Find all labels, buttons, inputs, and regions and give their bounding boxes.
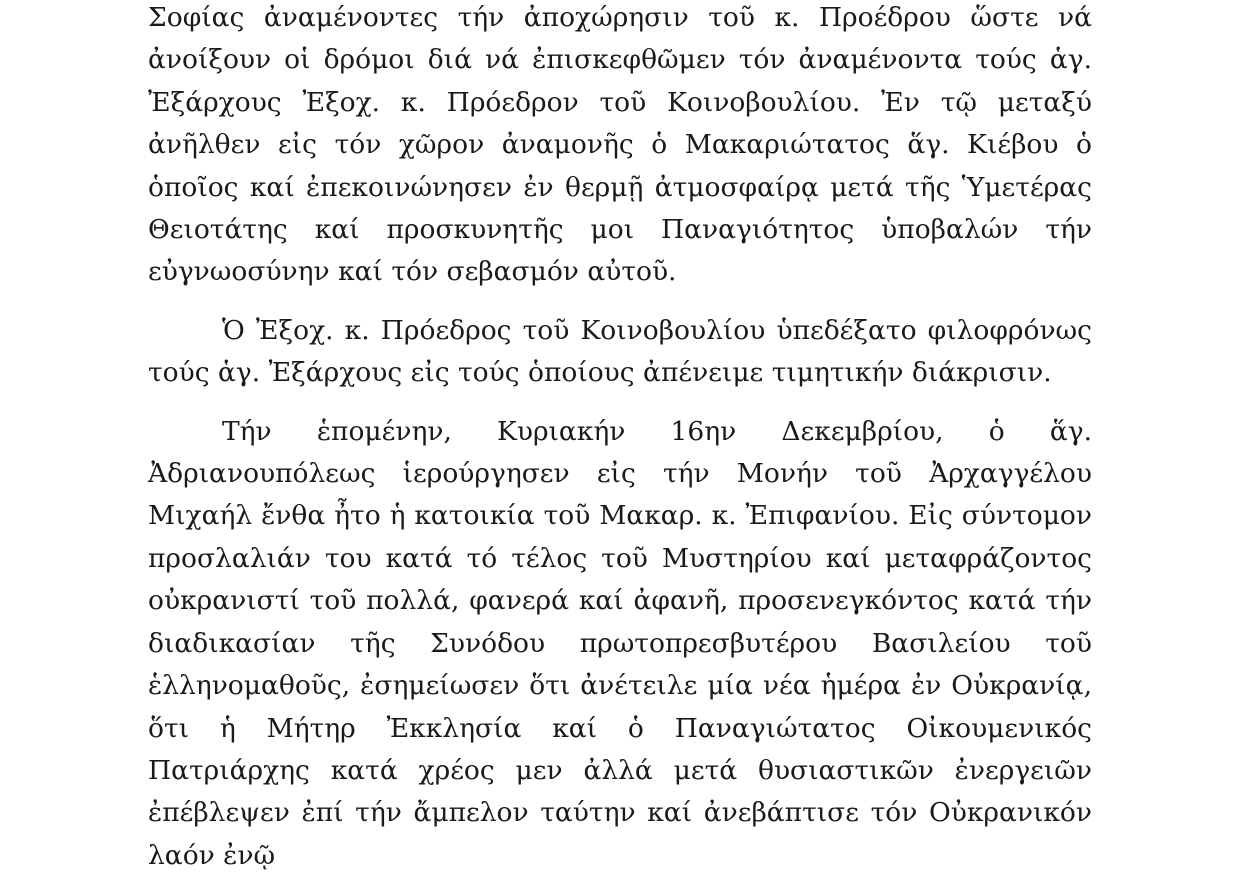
document-page — [148, 0, 1092, 877]
paragraph-2: Ὁ Ἐξοχ. κ. Πρόεδρος τοῦ Κοινοβουλίου ὑπεδέξατο φιλοφρόνως τούς ἁγ. Ἐξάρχους εἰς τούς ὁποίους ἀπένειμε τιμητικήν διάκρισιν. — [148, 314, 1092, 389]
paragraph-1: Σοφίας ἀναμένοντες τήν ἀποχώρησιν τοῦ κ. Προέδρου ὥστε νά ἀνοίξουν οἱ δρόμοι διά νά ἐπισκεφθῶμεν τόν ἀναμένοντα τούς ἁγ. Ἐξάρχους Ἐξοχ. κ. Πρόεδρον τοῦ Κοινοβουλίου. Ἐν τῷ μεταξύ ἀνῆλθεν εἰς τόν χῶρον ἀναμονῆς ὁ Μακαριώτατος ἅγ. Κιέβου ὁ ὁποῖος καί ἐπεκοινώνησεν ἐν θερμῇ ἀτμοσφαίρᾳ μετά τῆς Ὑμετέρας Θειοτάτης καί προσκυνητῆς μοι Παναγιότητος ὑποβαλών τήν εὐγνωοσύνην καί τόν σεβασμόν αὐτοῦ. — [148, 2, 1092, 288]
paragraph-3: Τήν ἑπομένην, Κυριακήν 16ην Δεκεμβρίου, ὁ ἅγ. Ἀδριανουπόλεως ἱερούργησεν εἰς τήν Μονήν τοῦ Ἀρχαγγέλου Μιχαήλ ἔνθα ἦτο ἡ κατοικία τοῦ Μακαρ. κ. Ἐπιφανίου. Εἰς σύντομον προσλαλιάν του κατά τό τέλος τοῦ Μυστηρίου καί μεταφράζοντος οὐκρανιστί τοῦ πολλά, φανερά καί ἀφανῆ, προσενεγκόντος κατά τήν διαδικασίαν τῆς Συνόδου πρωτοπρεσβυτέρου Βασιλείου τοῦ ἑλληνομαθοῦς, ἐσημείωσεν ὅτι ἀνέτειλε μία νέα ἡμέρα ἐν Οὐκρανίᾳ, ὅτι ἡ Μήτηρ Ἐκκλησία καί ὁ Παναγιώτατος Οἰκουμενικός Πατριάρχης κατά χρέος μεν ἀλλά μετά θυσιαστικῶν ἐνεργειῶν ἐπέβλεψεν ἐπί τήν ἄμπελον ταύτην καί ἀνεβάπτισε τόν Οὐκρανικόν λαόν ἐνῷ — [148, 415, 1092, 871]
